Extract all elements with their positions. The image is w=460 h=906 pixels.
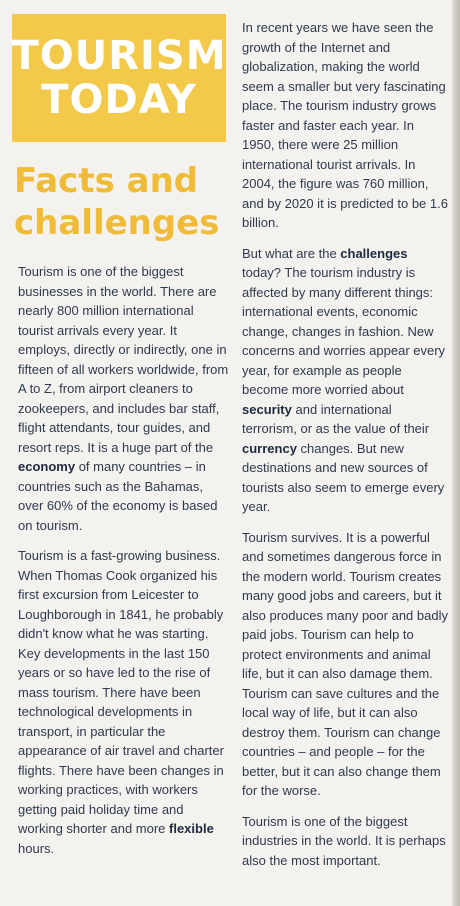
text-run: and international terrorism, or as the value of their xyxy=(242,401,430,436)
text-run: But what are the xyxy=(242,245,341,261)
keyword-currency: currency xyxy=(242,440,297,456)
keyword-flexible: flexible xyxy=(169,821,214,836)
text-run: Tourism is a fast-growing business. When Thomas Cook organized his first excursion from Leicester to Loughborough in 1841, he probably didn't know what he was starting. Key developments in the last 150 years or so have led to the rise of mass tourism. There have been technological developments in transport, in particular the appearance of air travel and charter flights. There have been changes in working practices, with workers getting paid holiday time and working shorter and more xyxy=(18,548,224,836)
right-column xyxy=(242,18,448,881)
text-run: of many countries – in countries such as the Bahamas, over 60% of the economy is based on tourism. xyxy=(18,459,218,533)
title-line-2: TODAY xyxy=(41,77,197,123)
left-paragraph-2 xyxy=(18,546,230,858)
subtitle-line-1: Facts and xyxy=(14,161,199,201)
right-paragraph-4: Tourism is one of the biggest industries in the world. It is perhaps also the most important. xyxy=(242,813,446,868)
subtitle-line-2: challenges xyxy=(14,203,220,243)
right-paragraph-1: In recent years we have seen the growth of the Internet and globalization, making the world seem a smaller but very fascinating place. The tourism industry grows faster and faster each year. In 1950, there were 25 million international tourist arrivals. In 2004, the figure was 760 million, and by 2020 it is predicted to be 1.6 billion. xyxy=(242,20,448,230)
text-run: hours. xyxy=(18,840,55,856)
page-edge xyxy=(452,0,460,906)
left-paragraph-1 xyxy=(18,262,230,535)
subtitle xyxy=(14,160,234,244)
keyword-economy: economy xyxy=(18,459,76,474)
text-run: changes. But new destinations and new sources of tourists also seem to emerge every year. xyxy=(242,440,445,514)
text-run: today? The tourism industry is affected by many different things: international events, economic change, changes in fashion. New concerns and worries appear every year, for example as people become more worried about xyxy=(242,265,446,397)
text-run: Tourism is one of the biggest businesses in the world. There are nearly 800 million international tourist arrivals every year. It employs, directly or indirectly, one in fifteen of all workers worldwide, from A to Z, from airport cleaners to zookeepers, and includes bar staff, flight attendants, tour guides, and resort reps. It is a huge part of the xyxy=(18,264,229,455)
title-line-1: TOURISM xyxy=(11,33,227,79)
title-banner xyxy=(12,14,226,142)
right-paragraph-2 xyxy=(242,244,448,517)
keyword-security: security xyxy=(242,401,292,417)
right-paragraph-3: Tourism survives. It is a powerful and sometimes dangerous force in the modern world. Tourism creates many good jobs and careers, but it also produces many poor and badly paid jobs. Tourism can help to protect environments and animal life, but it can also damage them. Tourism can save cultures and the local way of life, but it can also destroy them. Tourism can change countries – and people – for the better, but it can also change them for the worse. xyxy=(242,529,448,798)
keyword-challenges: challenges xyxy=(340,245,408,261)
left-column xyxy=(18,262,230,869)
